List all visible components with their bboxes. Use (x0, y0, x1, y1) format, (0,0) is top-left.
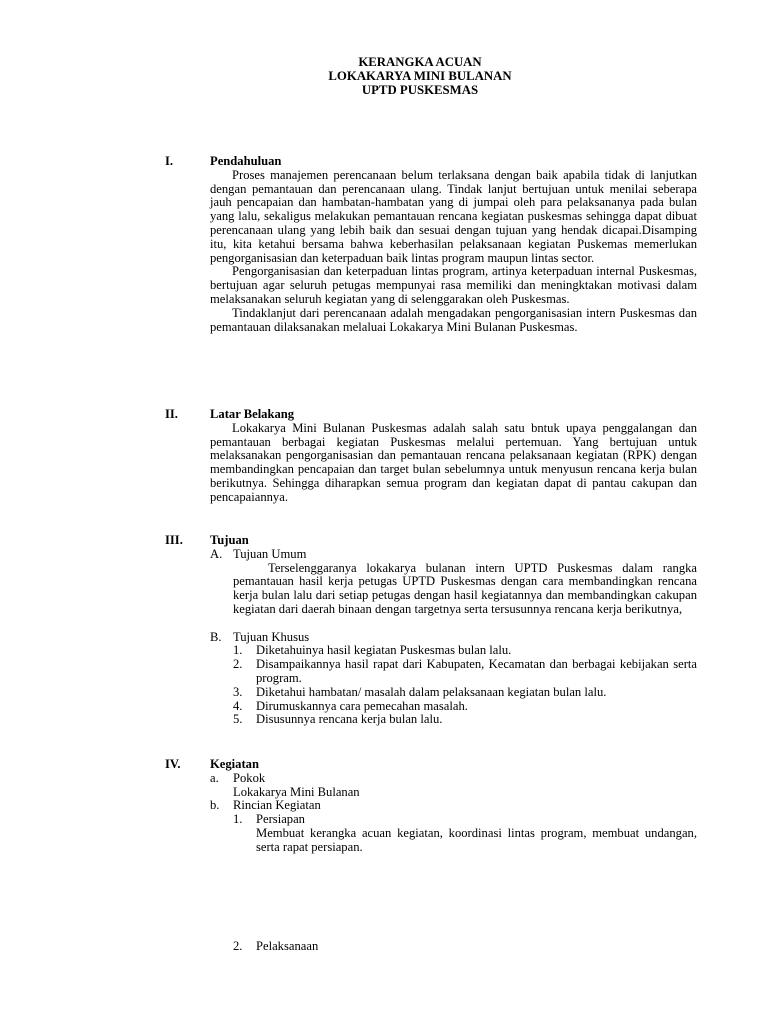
paragraph: Lokakarya Mini Bulanan Puskesmas adalah salah satu bntuk upaya penggalangan dan pemantauan berbagai kegiatan Puskesmas melalui pertemuan. Yang bertujuan untuk melaksanakan pengorganisasian dan pemantauan rencana pelaksanaan kegiatan (RPK) dengan membandingkan pencapaian dan target bulan sebelumnya untuk menyusun rencana kerja bulan berikutnya. Sehingga diharapkan semua program dan kegiatan dapat di pantau cakupan dan pencapaiannya. (210, 420, 697, 504)
paragraph: Tindaklanjut dari perencanaan adalah mengadakan pengorganisasian intern Puskesmas dan pemantauan dilaksanakan melaluai Lokakarya Mini Bulanan Puskesmas. (210, 305, 697, 334)
subsection-tujuan-umum (210, 548, 697, 562)
section-number: I. (165, 154, 174, 168)
list-item: 1. Diketahuinya hasil kegiatan Puskesmas bulan lalu. (233, 643, 512, 658)
subsection-label: a. (210, 770, 219, 785)
section-kegiatan (165, 758, 697, 855)
section-pendahuluan (165, 155, 697, 334)
section-kegiatan-continued (165, 940, 697, 954)
section-title: Tujuan (210, 533, 249, 547)
subsection-rincian (210, 799, 697, 813)
subsection-label: A. (210, 546, 223, 561)
section-title: Pendahuluan (210, 154, 282, 168)
paragraph: Proses manajemen perencanaan belum terlaksana dengan baik apabila tidak di lanjutkan dengan pemantauan dan perencanaan ulang. Tindak lanjut bertujuan untuk menilai seberapa jauh pencapaian dan hambatan-hambatan yang di jumpai oleh para pelaksananya pada bulan yang lalu, sekaligus melakukan pemantauan rencana kegiatan puskesmas sehingga dapat dibuat perencanaan ulang yang lebih baik dan sesuai dengan tujuan yang hendak dicapai.Disamping itu, kita ketahui bersama bahwa keberhasilan pelaksanaan kegiatan Puskemas memerlukan pengorganisasian dan keterpaduan baik lintas program maupun lintas sector. (210, 167, 697, 265)
list-item: 4. Dirumuskannya cara pemecahan masalah. (233, 698, 468, 713)
subsection-label: b. (210, 798, 220, 813)
title-line-1: KERANGKA ACUAN (358, 55, 482, 69)
list-item: 2. Disampaikannya hasil rapat dari Kabupaten, Kecamatan dan berbagai kebijakan serta program. (233, 657, 697, 685)
section-number: IV. (165, 757, 181, 771)
list-item-text: Membuat kerangka acuan kegiatan, koordinasi lintas program, membuat undangan, serta rapat persiapan. (256, 825, 697, 854)
list-item-title: Persiapan (256, 812, 305, 827)
section-latar-belakang (165, 408, 697, 505)
subsection-title: Pokok (233, 770, 266, 785)
subsection-label: B. (210, 629, 222, 644)
section-title: Kegiatan (210, 757, 259, 771)
paragraph: Terselenggaranya lokakarya bulanan intern UPTD Puskesmas dalam rangka pemantauan hasil kerja petugas UPTD Puskesmas dengan cara membandingkan rencana kerja bulan lalu dari setiap petugas dengan hasil kegiatannya dan membandingkan cakupan kegiatan dari daerah binaan dengan targetnya serta tersusunnya rencana kerja berikutnya, (233, 560, 697, 616)
section-number: II. (165, 407, 178, 421)
subsection-title: Tujuan Khusus (233, 629, 310, 644)
document-title (0, 56, 768, 97)
list-item-pelaksanaan: 2. Pelaksanaan (233, 940, 697, 954)
subsection-title: Tujuan Umum (233, 546, 307, 561)
section-title: Latar Belakang (210, 407, 295, 421)
subsection-pokok (210, 772, 697, 786)
title-line-2: LOKAKARYA MINI BULANAN (328, 68, 512, 83)
numbered-list (233, 644, 697, 727)
section-number: III. (165, 533, 183, 547)
title-line-3: UPTD PUSKESMAS (361, 82, 479, 97)
subsection-title: Rincian Kegiatan (233, 798, 321, 813)
list-item-title: Pelaksanaan (256, 939, 319, 953)
subsection-text: Lokakarya Mini Bulanan (233, 784, 360, 799)
list-item: 5. Disusunnya rencana kerja bulan lalu. (233, 712, 443, 727)
paragraph: Pengorganisasian dan keterpaduan lintas program, artinya keterpaduan internal Puskesmas, bertujuan agar seluruh petugas mempunyai rasa memiliki dan meningktakan motivasi dalam melaksanakan seluruh kegiatan yang di selenggarakan oleh Puskesmas. (210, 264, 697, 306)
section-tujuan (165, 534, 697, 727)
subsection-tujuan-khusus (210, 631, 697, 645)
list-item-persiapan: 1. Persiapan Membuat kerangka acuan kegiatan, koordinasi lintas program, membuat undangan, serta rapat persiapan. (233, 812, 697, 854)
list-item: 3. Diketahui hambatan/ masalah dalam pelaksanaan kegiatan bulan lalu. (233, 684, 607, 699)
